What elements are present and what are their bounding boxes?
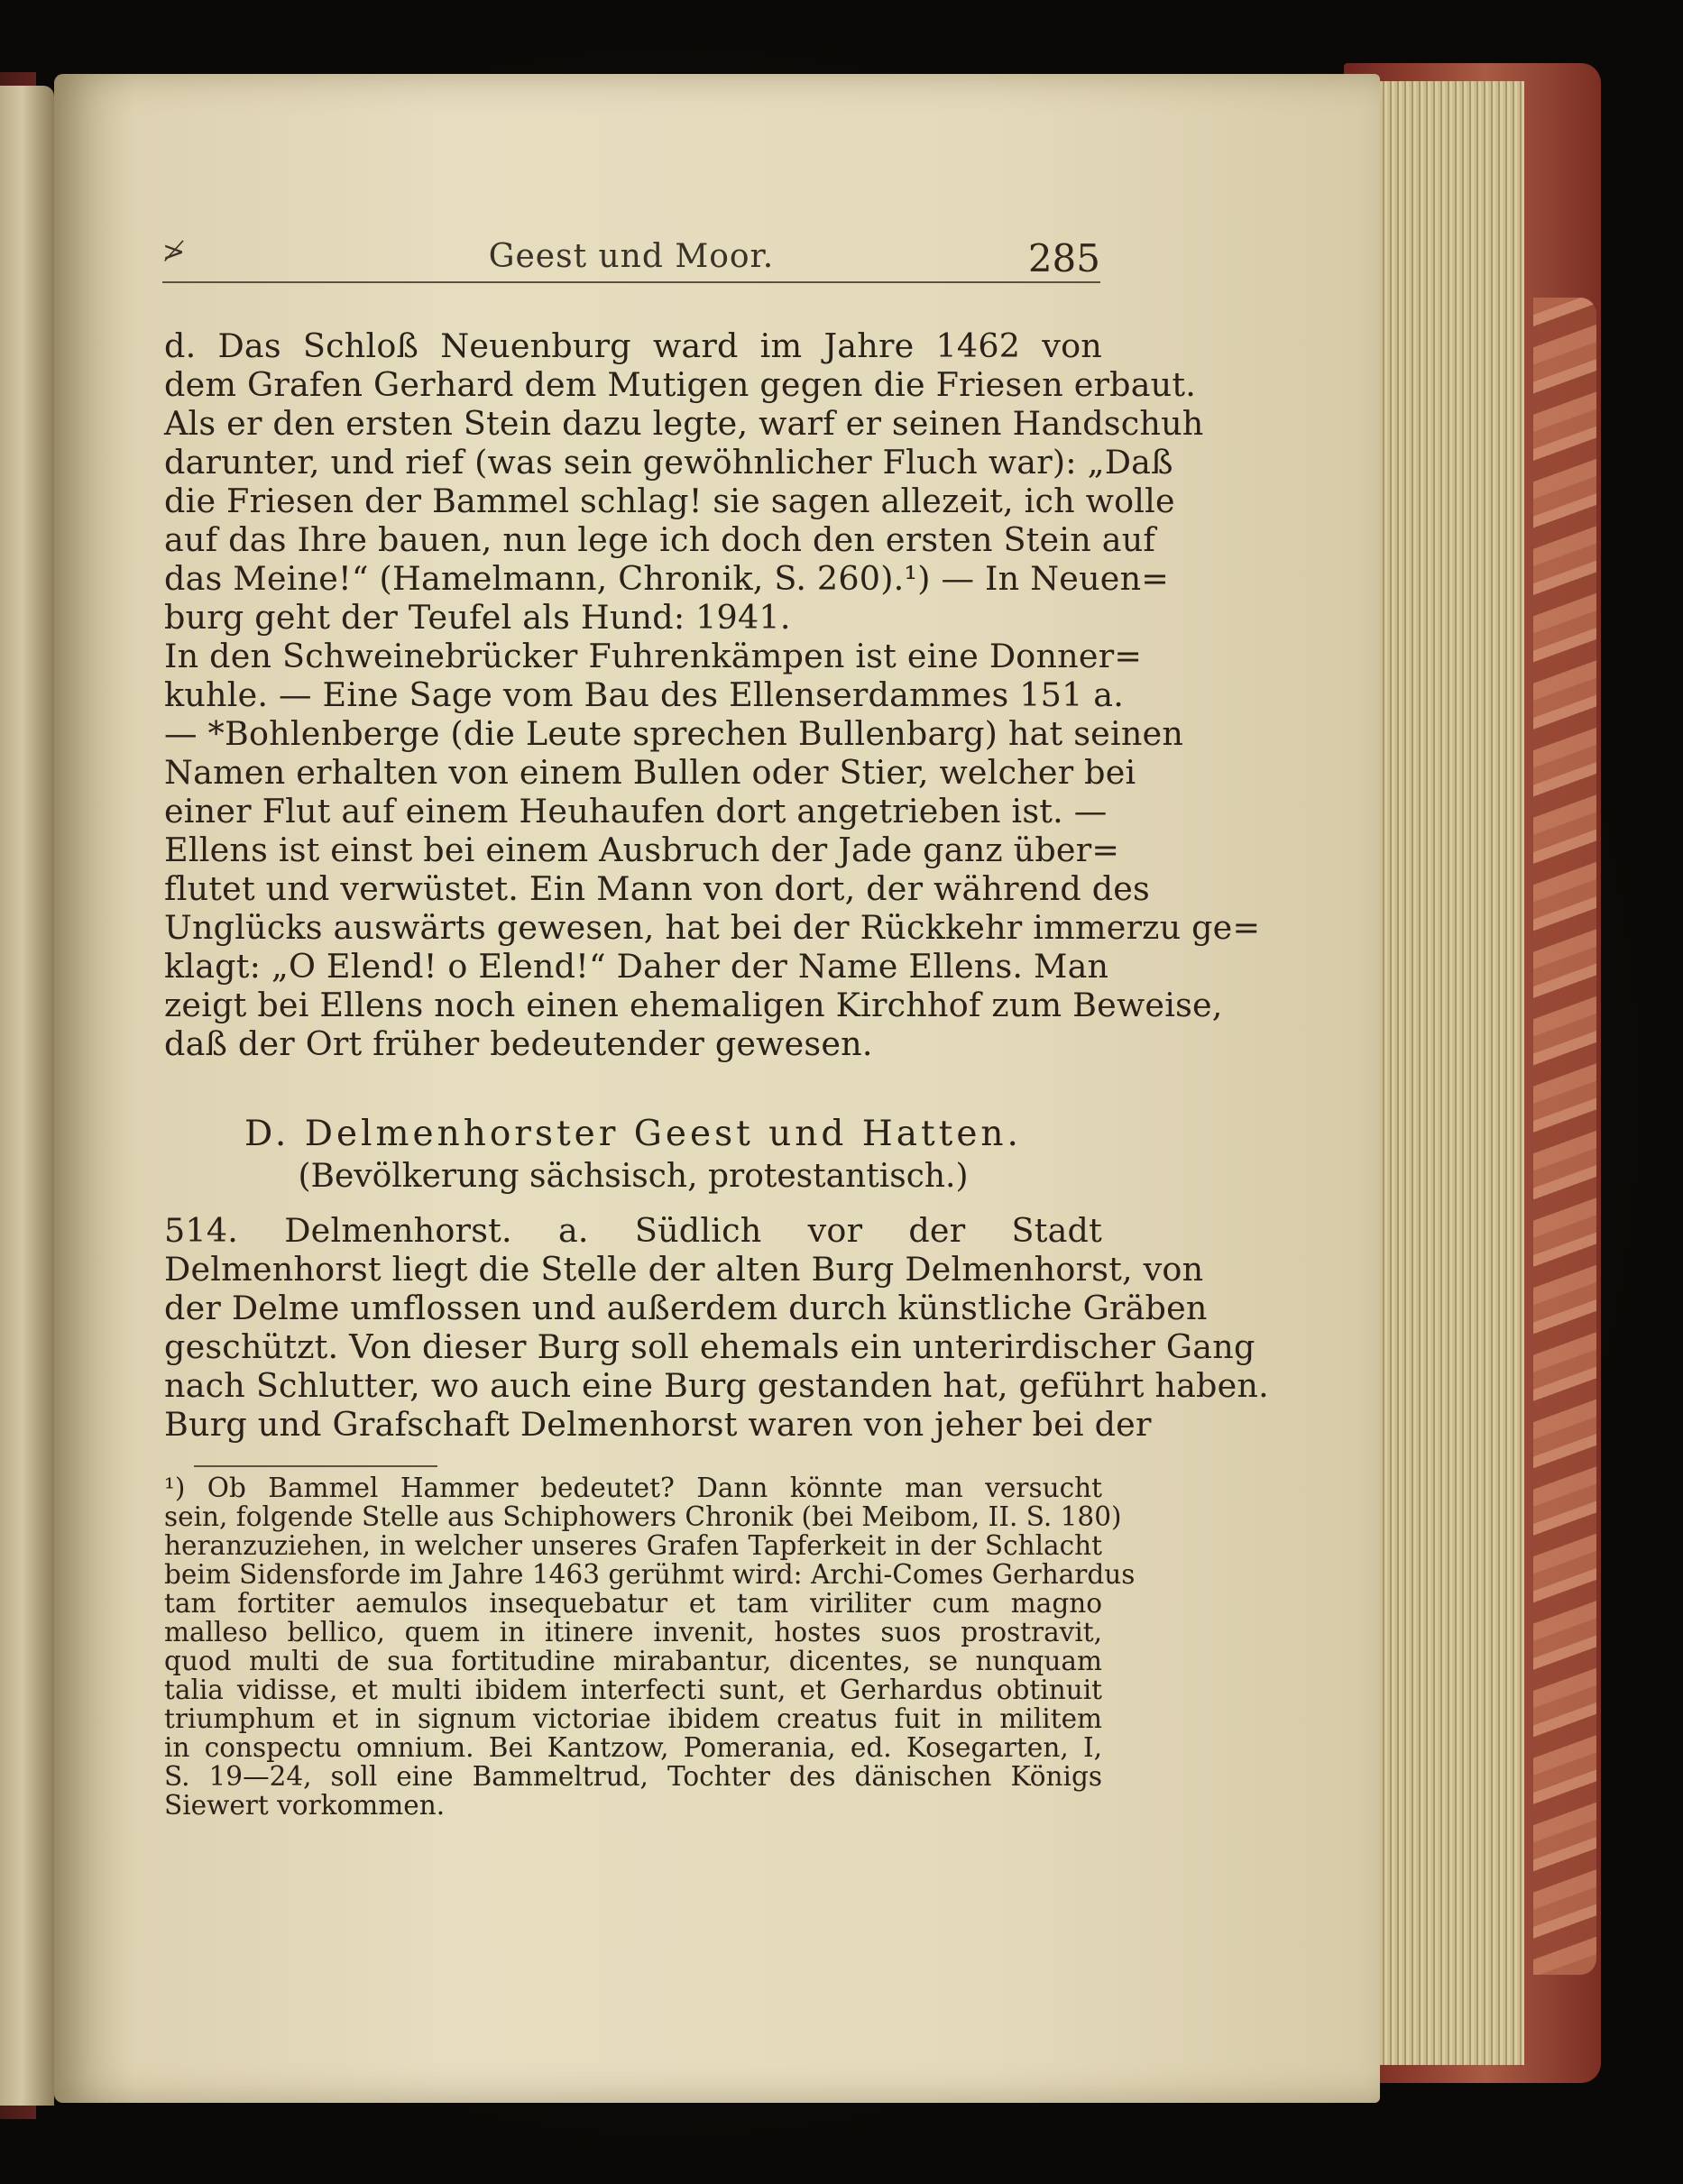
text-line: darunter, und rief (was sein gewöhnlicher Fluch war): „Daß — [164, 443, 1173, 482]
text-line: 514. Delmenhorst. a. Südlich vor der Stadt — [164, 1211, 1102, 1250]
text-line: einer Flut auf einem Heuhaufen dort angetrieben ist. — — [164, 792, 1108, 830]
text-line: geschützt. Von dieser Burg soll ehemals ein unterirdischer Gang — [164, 1327, 1255, 1366]
text-line: das Meine!“ (Hamelmann, Chronik, S. 260).¹) — In Neuen= — [164, 559, 1170, 598]
text-line: Ellens ist einst bei einem Ausbruch der Jade ganz über= — [164, 830, 1120, 869]
section-title: D. Delmenhorster Geest und Hatten. — [244, 1114, 1022, 1154]
text-line: auf das Ihre bauen, nun lege ich doch den ersten Stein auf — [164, 520, 1156, 559]
text-line: zeigt bei Ellens noch einen ehemaligen Kirchhof zum Beweise, — [164, 986, 1223, 1024]
section-subtitle: (Bevölkerung sächsisch, protestantisch.) — [298, 1158, 969, 1195]
text-line: nach Schlutter, wo auch eine Burg gestanden hat, geführt haben. — [164, 1366, 1269, 1405]
header-title: Geest und Moor. — [488, 238, 775, 275]
footnote-line: Siewert vorkommen. — [164, 1790, 446, 1821]
text-line: die Friesen der Bammel schlag! sie sagen allezeit, ich wolle — [164, 482, 1175, 520]
page-number: 285 — [1027, 236, 1100, 280]
footnote-line: sein, folgende Stelle aus Schiphowers Chronik (bei Meibom, II. S. 180) — [164, 1501, 1122, 1532]
text-line: flutet und verwüstet. Ein Mann von dort, der während des — [164, 869, 1150, 908]
header-mark: ≯ — [162, 236, 186, 268]
text-line: — *Bohlenberge (die Leute sprechen Bullenbarg) hat seinen — [164, 714, 1184, 753]
running-header — [162, 236, 1100, 283]
footnote-line: tam fortiter aemulos insequebatur et tam viriliter cum magno — [164, 1588, 1102, 1619]
text-line: daß der Ort früher bedeutender gewesen. — [164, 1024, 873, 1063]
footnote-line: triumphum et in signum victoriae ibidem creatus fuit in militem — [164, 1703, 1102, 1734]
footnote-line: beim Sidensforde im Jahre 1463 gerühmt wird: Archi-Comes Gerhardus — [164, 1559, 1136, 1590]
footnote-line: in conspectu omnium. Bei Kantzow, Pomerania, ed. Kosegarten, I, — [164, 1732, 1102, 1763]
footnote-line: heranzuziehen, in welcher unseres Grafen Tapferkeit in der Schlacht — [164, 1530, 1102, 1561]
text-line: In den Schweinebrücker Fuhrenkämpen ist eine Donner= — [164, 637, 1143, 675]
text-line: Namen erhalten von einem Bullen oder Stier, welcher bei — [164, 753, 1136, 792]
footnote-rule — [194, 1465, 437, 1467]
text-line: burg geht der Teufel als Hund: 1941. — [164, 598, 791, 637]
text-line: Burg und Grafschaft Delmenhorst waren von jeher bei der — [164, 1405, 1152, 1444]
footnote-line: talia vidisse, et multi ibidem interfecti sunt, et Gerhardus obtinuit — [164, 1675, 1102, 1705]
footnote-line: quod multi de sua fortitudine mirabantur, dicentes, se nunquam — [164, 1646, 1102, 1676]
footnote-line: malleso bellico, quem in itinere invenit, hostes suos prostravit, — [164, 1617, 1102, 1647]
text-line: Delmenhorst liegt die Stelle der alten Burg Delmenhorst, von — [164, 1250, 1204, 1289]
text-line: klagt: „O Elend! o Elend!“ Daher der Name Ellens. Man — [164, 947, 1109, 986]
left-page-edge — [0, 86, 54, 2106]
text-line: Als er den ersten Stein dazu legte, warf er seinen Handschuh — [164, 404, 1204, 443]
text-line: der Delme umflossen und außerdem durch künstliche Gräben — [164, 1289, 1208, 1327]
text-line: kuhle. — Eine Sage vom Bau des Ellenserdammes 151 a. — [164, 675, 1125, 714]
cover-marbled-edge — [1533, 298, 1596, 1975]
text-line: d. Das Schloß Neuenburg ward im Jahre 1462 von — [164, 326, 1102, 365]
footnote-line: ¹) Ob Bammel Hammer bedeutet? Dann könnte man versucht — [164, 1473, 1102, 1503]
text-line: dem Grafen Gerhard dem Mutigen gegen die Friesen erbaut. — [164, 365, 1197, 404]
footnote-line: S. 19—24, soll eine Bammeltrud, Tochter des dänischen Königs — [164, 1761, 1102, 1792]
text-line: Unglücks auswärts gewesen, hat bei der Rückkehr immerzu ge= — [164, 908, 1261, 947]
